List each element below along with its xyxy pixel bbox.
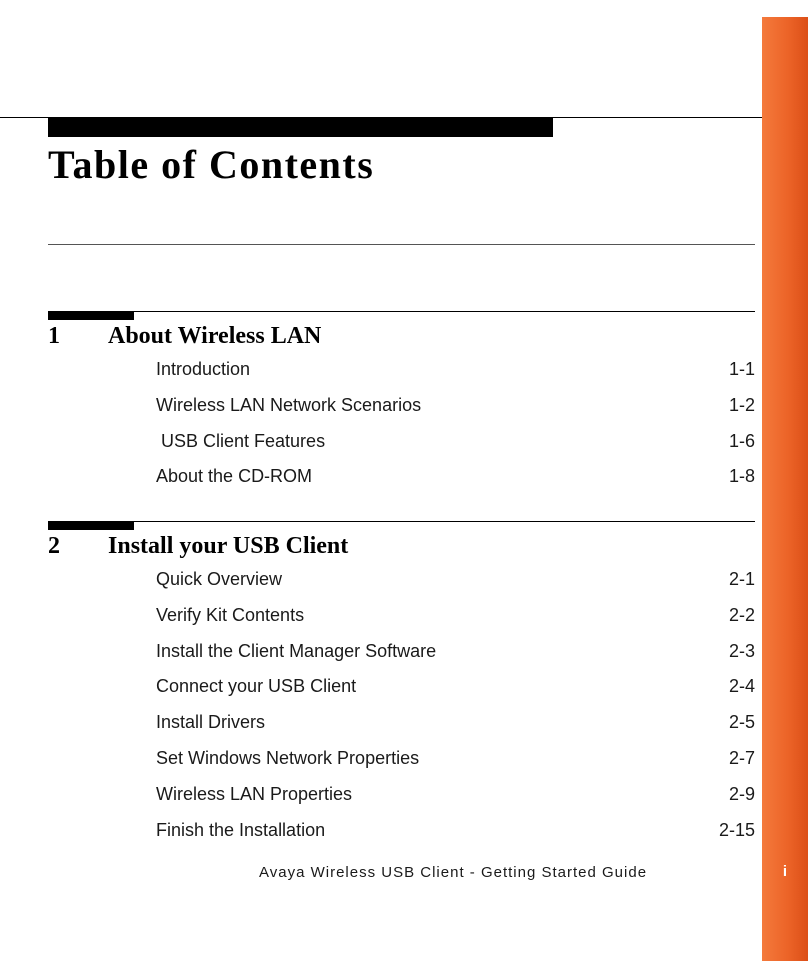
- toc-entry-title: Connect your USB Client: [156, 676, 357, 697]
- chapter-title: About Wireless LAN: [108, 323, 322, 349]
- toc-entry-title: Install Drivers: [156, 712, 266, 733]
- chapter-title: Install your USB Client: [108, 533, 349, 559]
- chapter-heading[interactable]: [48, 529, 755, 563]
- title-bar: [48, 118, 553, 137]
- toc-entry-about-cd-rom[interactable]: [156, 463, 755, 499]
- page-footer: Avaya Wireless USB Client - Getting Started Guide: [259, 864, 648, 881]
- toc-entry-install-client-manager[interactable]: [156, 638, 755, 674]
- toc-entry-introduction[interactable]: [156, 356, 755, 392]
- toc-entry-title: USB Client Features: [156, 430, 326, 451]
- toc-entry-network-scenarios[interactable]: [156, 392, 755, 428]
- toc-entry-title: About the CD-ROM: [156, 466, 313, 487]
- toc-entry-page: 2-3: [728, 640, 755, 661]
- toc-entry-wireless-lan-properties[interactable]: [156, 781, 755, 817]
- toc-entry-connect-usb-client[interactable]: [156, 673, 755, 709]
- toc-entry-page: 2-1: [728, 569, 755, 589]
- chapter-number: 1: [48, 323, 60, 349]
- toc-entry-page: 1-8: [728, 466, 755, 487]
- toc-entry-title: Finish the Installation: [156, 819, 326, 840]
- toc-entry-finish-installation[interactable]: [156, 817, 755, 853]
- section-side-tab: [762, 17, 808, 961]
- toc-entry-verify-kit-contents[interactable]: [156, 602, 755, 638]
- toc-entry-title: Set Windows Network Properties: [156, 747, 420, 768]
- toc-entry-title: Wireless LAN Network Scenarios: [156, 394, 422, 415]
- toc-entry-install-drivers[interactable]: [156, 709, 755, 745]
- toc-list: [156, 566, 755, 852]
- chapter-rule: [48, 311, 755, 312]
- toc-entry-quick-overview[interactable]: [156, 566, 755, 602]
- toc-entry-title: Install the Client Manager Software: [156, 640, 437, 661]
- toc-list: [156, 356, 755, 499]
- toc-entry-windows-network-properties[interactable]: [156, 745, 755, 781]
- toc-entry-page: 2-5: [728, 712, 755, 733]
- toc-entry-title: Wireless LAN Properties: [156, 783, 353, 804]
- toc-entry-page: 2-9: [728, 783, 755, 804]
- chapter-rule: [48, 521, 755, 522]
- toc-entry-page: 2-4: [728, 676, 755, 697]
- chapter-number: 2: [48, 533, 60, 559]
- toc-entry-page: 2-7: [728, 747, 755, 768]
- toc-entry-page: 2-2: [728, 604, 755, 625]
- toc-entry-title: Quick Overview: [156, 569, 283, 589]
- toc-entry-usb-client-features[interactable]: [156, 428, 755, 464]
- toc-entry-page: 2-15: [718, 819, 755, 840]
- toc-entry-title: Verify Kit Contents: [156, 604, 305, 625]
- page-number: i: [782, 863, 788, 880]
- toc-entry-page: 1-1: [728, 359, 755, 379]
- toc-entry-title: Introduction: [156, 359, 251, 379]
- chapter-heading[interactable]: [48, 319, 755, 353]
- page-title: Table of Contents: [48, 142, 375, 187]
- title-underline: [48, 244, 755, 245]
- toc-entry-page: 1-2: [728, 394, 755, 415]
- toc-entry-page: 1-6: [728, 430, 755, 451]
